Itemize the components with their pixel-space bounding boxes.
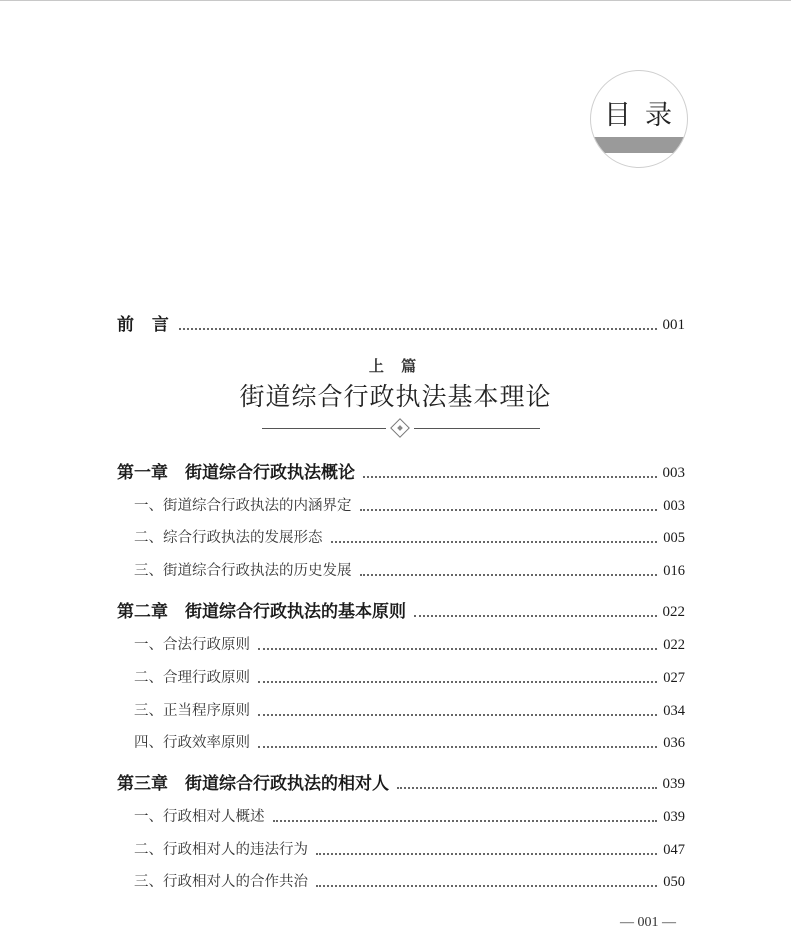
leader-dots <box>258 746 657 748</box>
toc-entry-page: 050 <box>663 874 685 890</box>
toc-entry-label: 一、合法行政原则 <box>134 637 250 653</box>
toc-entry-page: 003 <box>662 465 685 481</box>
badge-band <box>591 137 687 153</box>
leader-dots <box>316 853 657 855</box>
toc-entry-chapter-2[interactable] <box>117 600 685 624</box>
toc-entry-section[interactable] <box>134 666 685 690</box>
leader-dots <box>363 476 657 478</box>
leader-dots <box>258 648 657 650</box>
toc-entry-preface[interactable] <box>117 313 685 337</box>
toc-entry-section[interactable] <box>134 870 685 894</box>
toc-entry-page: 039 <box>663 809 685 825</box>
toc-entry-page: 047 <box>663 842 685 858</box>
leader-dots <box>273 820 658 822</box>
leader-dots <box>360 574 658 576</box>
toc-entry-section[interactable] <box>134 731 685 755</box>
toc-entry-page: 027 <box>663 670 685 686</box>
toc-entry-label: 一、行政相对人概述 <box>134 809 265 825</box>
toc-entry-page: 003 <box>663 498 685 514</box>
leader-dots <box>331 541 658 543</box>
toc-entry-section[interactable] <box>134 699 685 723</box>
leader-dots <box>179 328 657 330</box>
leader-dots <box>397 787 657 789</box>
toc-entry-label: 四、行政效率原则 <box>134 735 250 751</box>
ornament-line-left <box>262 428 386 429</box>
toc-entry-page: 036 <box>663 735 685 751</box>
toc-entry-section[interactable] <box>134 838 685 862</box>
toc-entry-label: 二、合理行政原则 <box>134 670 250 686</box>
toc-entry-section[interactable] <box>134 526 685 550</box>
leader-dots <box>414 615 657 617</box>
toc-entry-section[interactable] <box>134 494 685 518</box>
toc-entry-page: 039 <box>662 776 685 792</box>
toc-entry-chapter-1[interactable] <box>117 461 685 485</box>
toc-entry-page: 022 <box>663 637 685 653</box>
leader-dots <box>258 714 657 716</box>
toc-entry-page: 034 <box>663 703 685 719</box>
toc-entry-chapter-3[interactable] <box>117 772 685 796</box>
toc-entry-label: 三、行政相对人的合作共治 <box>134 874 308 890</box>
toc-entry-page: 022 <box>662 604 685 620</box>
part-label: 上 篇 <box>368 357 423 375</box>
toc-badge <box>590 70 688 168</box>
leader-dots <box>316 885 657 887</box>
toc-entry-section[interactable] <box>134 559 685 583</box>
part-title: 街道综合行政执法基本理论 <box>239 382 552 411</box>
page-top-edge <box>0 0 791 1</box>
toc-title: 目录 <box>604 100 686 131</box>
toc-entry-page: 001 <box>662 317 685 333</box>
toc-entry-label: 第二章 街道综合行政执法的基本原则 <box>117 602 406 622</box>
toc-entry-page: 016 <box>663 563 685 579</box>
toc-entry-label: 三、正当程序原则 <box>134 703 250 719</box>
toc-entry-label: 第一章 街道综合行政执法概论 <box>117 463 355 483</box>
toc-entry-label: 二、行政相对人的违法行为 <box>134 842 308 858</box>
toc-entry-section[interactable] <box>134 805 685 829</box>
toc-entry-label: 一、街道综合行政执法的内涵界定 <box>134 498 352 514</box>
toc-entry-label: 第三章 街道综合行政执法的相对人 <box>117 774 389 794</box>
ornament-line-right <box>414 428 540 429</box>
toc-entry-section[interactable] <box>134 633 685 657</box>
leader-dots <box>360 509 658 511</box>
toc-entry-page: 005 <box>663 530 685 546</box>
leader-dots <box>258 681 657 683</box>
footer-page-number: — 001 — <box>620 915 676 930</box>
toc-entry-label: 二、综合行政执法的发展形态 <box>134 530 323 546</box>
toc-entry-label: 前 言 <box>117 315 171 335</box>
toc-entry-label: 三、街道综合行政执法的历史发展 <box>134 563 352 579</box>
